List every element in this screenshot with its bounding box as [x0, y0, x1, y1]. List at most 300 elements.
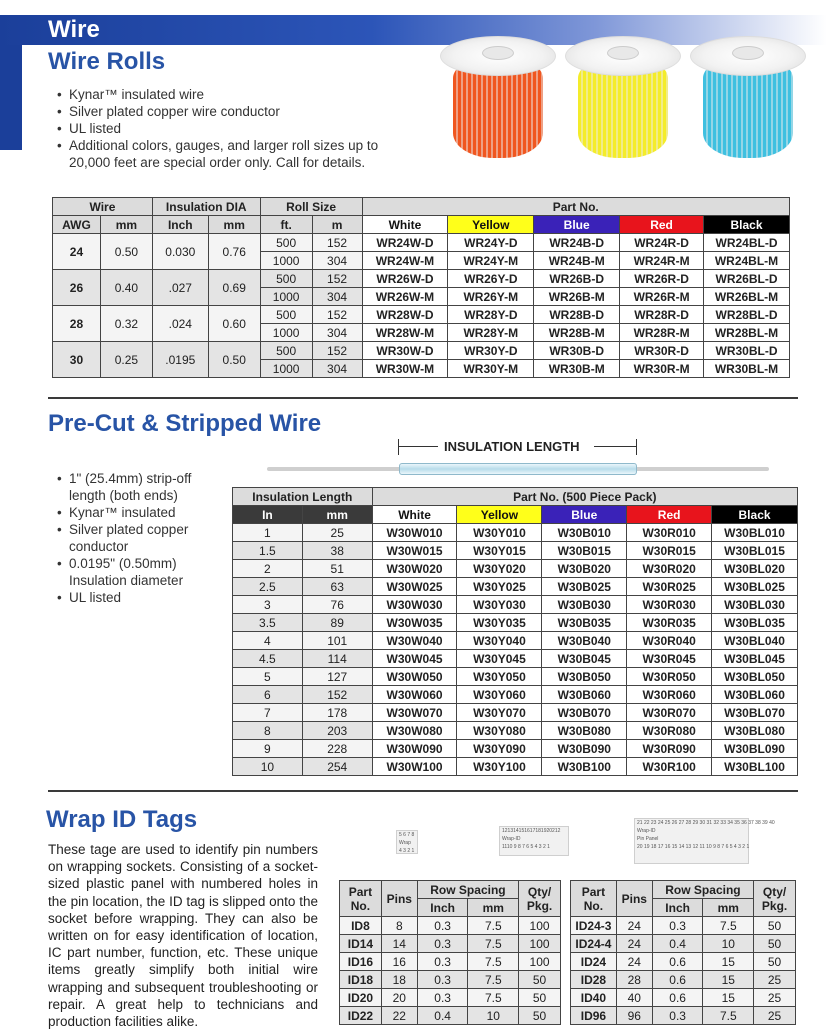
length-in-cell: 8: [233, 722, 303, 740]
part-number-cell: W30B020: [542, 560, 627, 578]
pins-cell: 96: [616, 1007, 652, 1025]
col-mm: mm: [468, 899, 519, 917]
part-number-cell: W30BL100: [712, 758, 798, 776]
part-number-cell: WR24Y-D: [448, 234, 534, 252]
col-inch: Inch: [152, 216, 208, 234]
section-title-wire-rolls: Wire Rolls: [48, 48, 166, 75]
ft-cell: 1000: [260, 288, 312, 306]
part-number-cell: WR30W-M: [362, 360, 448, 378]
part-number-cell: W30W020: [372, 560, 457, 578]
part-number-cell: W30W025: [372, 578, 457, 596]
part-number-cell: WR30R-D: [620, 342, 704, 360]
wrap-id-tag-medium-image: [499, 826, 569, 856]
bullet-item: • 1" (25.4mm) strip-off length (both ends): [55, 470, 225, 504]
length-in-cell: 4: [233, 632, 303, 650]
length-mm-cell: 38: [302, 542, 372, 560]
length-in-cell: 10: [233, 758, 303, 776]
bullet-item: • Kynar™ insulated wire: [55, 86, 400, 103]
part-number-cell: ID16: [340, 953, 382, 971]
part-number-cell: W30R060: [627, 686, 712, 704]
part-number-cell: W30W015: [372, 542, 457, 560]
length-in-cell: 6: [233, 686, 303, 704]
part-number-cell: W30R015: [627, 542, 712, 560]
mm-cell: 7.5: [468, 971, 519, 989]
part-number-cell: ID96: [571, 1007, 617, 1025]
mm-cell: 0.25: [100, 342, 152, 378]
length-in-cell: 2: [233, 560, 303, 578]
part-number-cell: W30Y030: [457, 596, 542, 614]
part-number-cell: W30Y035: [457, 614, 542, 632]
mm-cell: 7.5: [703, 1007, 754, 1025]
part-number-cell: W30BL040: [712, 632, 798, 650]
wrap-id-tag-large-image: [634, 818, 775, 864]
part-number-cell: ID28: [571, 971, 617, 989]
table-row: [571, 953, 796, 971]
part-number-cell: W30BL035: [712, 614, 798, 632]
table-row: [340, 1007, 561, 1025]
part-number-cell: WR26B-D: [534, 270, 620, 288]
wrap-id-tag-small-image: [396, 830, 418, 854]
length-in-cell: 3.5: [233, 614, 303, 632]
length-mm-cell: 76: [302, 596, 372, 614]
ft-cell: 500: [260, 234, 312, 252]
part-number-cell: W30B015: [542, 542, 627, 560]
part-number-cell: WR24R-M: [620, 252, 704, 270]
table-row: [233, 596, 798, 614]
table-row: [233, 542, 798, 560]
col-yellow: Yellow: [457, 506, 542, 524]
m-cell: 152: [312, 342, 362, 360]
mm-cell: 0.50: [100, 234, 152, 270]
part-number-cell: W30W100: [372, 758, 457, 776]
part-number-cell: W30W040: [372, 632, 457, 650]
qty-cell: 50: [754, 953, 796, 971]
part-number-cell: W30BL025: [712, 578, 798, 596]
part-number-cell: W30R100: [627, 758, 712, 776]
part-number-cell: WR26BL-D: [704, 270, 790, 288]
col-pins: Pins: [616, 881, 652, 917]
col-ft: ft.: [260, 216, 312, 234]
table-row: [53, 270, 790, 288]
part-number-cell: ID20: [340, 989, 382, 1007]
m-cell: 152: [312, 306, 362, 324]
pins-cell: 24: [616, 953, 652, 971]
part-number-cell: WR26B-M: [534, 288, 620, 306]
m-cell: 304: [312, 288, 362, 306]
part-number-cell: W30R090: [627, 740, 712, 758]
part-number-cell: WR30Y-M: [448, 360, 534, 378]
pins-cell: 14: [381, 935, 417, 953]
inch-cell: 0.3: [417, 953, 468, 971]
length-mm-cell: 25: [302, 524, 372, 542]
table-row: [233, 614, 798, 632]
col-blue: Blue: [542, 506, 627, 524]
table-row: [340, 989, 561, 1007]
part-number-cell: ID40: [571, 989, 617, 1007]
table-row: [571, 917, 796, 935]
length-in-cell: 7: [233, 704, 303, 722]
part-number-cell: W30W030: [372, 596, 457, 614]
part-number-cell: W30B035: [542, 614, 627, 632]
wire-spools-photo: [440, 36, 810, 171]
part-number-cell: W30Y040: [457, 632, 542, 650]
col-group-part-no-pack: Part No. (500 Piece Pack): [372, 488, 797, 506]
insulation-length-text: INSULATION LENGTH: [444, 439, 580, 454]
part-number-cell: WR24BL-M: [704, 252, 790, 270]
pins-cell: 16: [381, 953, 417, 971]
part-number-cell: W30B045: [542, 650, 627, 668]
part-number-cell: WR26W-D: [362, 270, 448, 288]
part-number-cell: WR26R-D: [620, 270, 704, 288]
table-row: [340, 917, 561, 935]
col-ins-mm: mm: [208, 216, 260, 234]
part-number-cell: W30W050: [372, 668, 457, 686]
tag-image-text: 4 3 2 1: [399, 848, 415, 854]
part-number-cell: WR28W-D: [362, 306, 448, 324]
part-number-cell: W30W010: [372, 524, 457, 542]
qty-cell: 25: [754, 1007, 796, 1025]
part-number-cell: WR30Y-D: [448, 342, 534, 360]
length-in-cell: 3: [233, 596, 303, 614]
table-row: [233, 524, 798, 542]
part-number-cell: WR28B-M: [534, 324, 620, 342]
wrap-id-description: These tage are used to identify pin numbers on wrapping sockets. Consisting of a socket-sized plastic panel with numbered holes in the pin location, the ID tag is slipped onto the socket before wrapping. They can also be written on for easy identification of location, IC part number, function, etc. These unique items greatly simplify both initial wire wrapping and subsequent troubleshooting or repair. A great help to technicians and production facilities alike.: [48, 842, 318, 1030]
inch-cell: 0.4: [417, 1007, 468, 1025]
part-number-cell: WR30B-D: [534, 342, 620, 360]
table-row: [233, 686, 798, 704]
part-number-cell: W30B040: [542, 632, 627, 650]
awg-cell: 30: [53, 342, 101, 378]
length-mm-cell: 152: [302, 686, 372, 704]
col-group-wire: Wire: [53, 198, 153, 216]
m-cell: 304: [312, 252, 362, 270]
part-number-cell: W30W090: [372, 740, 457, 758]
part-number-cell: W30Y080: [457, 722, 542, 740]
part-number-cell: WR28B-D: [534, 306, 620, 324]
col-white: White: [372, 506, 457, 524]
length-mm-cell: 254: [302, 758, 372, 776]
part-number-cell: WR24Y-M: [448, 252, 534, 270]
part-number-cell: ID18: [340, 971, 382, 989]
part-number-cell: W30Y060: [457, 686, 542, 704]
ins-mm-cell: 0.76: [208, 234, 260, 270]
col-black: Black: [704, 216, 790, 234]
part-number-cell: WR26R-M: [620, 288, 704, 306]
insulation-length-label: [398, 437, 638, 459]
tag-image-text: Wrap: [399, 840, 411, 846]
length-mm-cell: 228: [302, 740, 372, 758]
part-number-cell: WR28Y-M: [448, 324, 534, 342]
inch-cell: 0.3: [417, 971, 468, 989]
inch-cell: 0.6: [652, 971, 703, 989]
part-number-cell: WR28BL-D: [704, 306, 790, 324]
col-qty: Qty/ Pkg.: [754, 881, 796, 917]
awg-cell: 28: [53, 306, 101, 342]
mm-cell: 7.5: [468, 953, 519, 971]
tag-image-text: Wrap-ID: [502, 836, 521, 842]
part-number-cell: W30R040: [627, 632, 712, 650]
part-number-cell: W30B100: [542, 758, 627, 776]
table-row: [53, 234, 790, 252]
part-number-cell: W30Y045: [457, 650, 542, 668]
inch-cell: 0.3: [417, 917, 468, 935]
mm-cell: 15: [703, 989, 754, 1007]
part-number-cell: WR24BL-D: [704, 234, 790, 252]
table-row: [571, 989, 796, 1007]
pins-cell: 20: [381, 989, 417, 1007]
mm-cell: 0.40: [100, 270, 152, 306]
table-row: [340, 953, 561, 971]
inch-cell: 0.3: [417, 989, 468, 1007]
tag-image-text: Wrap-ID: [637, 828, 656, 834]
length-in-cell: 5: [233, 668, 303, 686]
qty-cell: 100: [519, 917, 561, 935]
length-mm-cell: 127: [302, 668, 372, 686]
part-number-cell: W30Y010: [457, 524, 542, 542]
table-row: [233, 632, 798, 650]
qty-cell: 100: [519, 953, 561, 971]
part-number-cell: W30B025: [542, 578, 627, 596]
col-m: m: [312, 216, 362, 234]
m-cell: 304: [312, 360, 362, 378]
m-cell: 152: [312, 270, 362, 288]
bullet-item: • UL listed: [55, 120, 400, 137]
part-number-cell: ID8: [340, 917, 382, 935]
col-red: Red: [627, 506, 712, 524]
col-white: White: [362, 216, 448, 234]
orange-spool-image: [440, 36, 556, 171]
yellow-spool-image: [565, 36, 681, 171]
part-number-cell: W30R035: [627, 614, 712, 632]
part-number-cell: W30R050: [627, 668, 712, 686]
qty-cell: 50: [519, 971, 561, 989]
table-row: [340, 935, 561, 953]
wrap-id-table-right: [570, 880, 796, 1025]
inch-cell: 0.4: [652, 935, 703, 953]
qty-cell: 25: [754, 989, 796, 1007]
pins-cell: 24: [616, 917, 652, 935]
bullet-item: • Kynar™ insulated: [55, 504, 225, 521]
ins-mm-cell: 0.60: [208, 306, 260, 342]
length-mm-cell: 63: [302, 578, 372, 596]
table-row: [233, 560, 798, 578]
table-row: [340, 971, 561, 989]
part-number-cell: ID24: [571, 953, 617, 971]
part-number-cell: W30BL070: [712, 704, 798, 722]
pins-cell: 22: [381, 1007, 417, 1025]
tag-image-text: 20 19 18 17 16 15 14 13 12 11 10 9 8 7 6 5 4 3 2 1: [637, 844, 750, 850]
inch-cell: 0.3: [652, 1007, 703, 1025]
col-inch: Inch: [652, 899, 703, 917]
part-number-cell: W30R070: [627, 704, 712, 722]
qty-cell: 50: [519, 1007, 561, 1025]
mm-cell: 15: [703, 971, 754, 989]
part-number-cell: W30W060: [372, 686, 457, 704]
part-number-cell: WR24W-D: [362, 234, 448, 252]
mm-cell: 0.32: [100, 306, 152, 342]
m-cell: 152: [312, 234, 362, 252]
col-mm: mm: [703, 899, 754, 917]
qty-cell: 25: [754, 971, 796, 989]
length-in-cell: 4.5: [233, 650, 303, 668]
wrap-id-table-left: [339, 880, 561, 1025]
length-mm-cell: 51: [302, 560, 372, 578]
table-row: [233, 668, 798, 686]
inch-cell: 0.030: [152, 234, 208, 270]
pins-cell: 24: [616, 935, 652, 953]
part-number-cell: ID14: [340, 935, 382, 953]
section-divider: [48, 790, 798, 792]
part-number-cell: W30W035: [372, 614, 457, 632]
length-in-cell: 1: [233, 524, 303, 542]
part-number-cell: W30Y015: [457, 542, 542, 560]
col-in: In: [233, 506, 303, 524]
col-inch: Inch: [417, 899, 468, 917]
col-group-roll-size: Roll Size: [260, 198, 362, 216]
length-in-cell: 9: [233, 740, 303, 758]
part-number-cell: W30B080: [542, 722, 627, 740]
part-number-cell: WR30BL-M: [704, 360, 790, 378]
col-yellow: Yellow: [448, 216, 534, 234]
mm-cell: 7.5: [468, 935, 519, 953]
bullet-item: • UL listed: [55, 589, 225, 606]
part-number-cell: W30R030: [627, 596, 712, 614]
table-row: [571, 971, 796, 989]
section-title-wrap-id: Wrap ID Tags: [46, 806, 198, 833]
part-number-cell: WR26W-M: [362, 288, 448, 306]
inch-cell: .027: [152, 270, 208, 306]
table-row: [233, 704, 798, 722]
table-row: [233, 650, 798, 668]
part-number-cell: W30R080: [627, 722, 712, 740]
pins-cell: 40: [616, 989, 652, 1007]
part-number-cell: WR26BL-M: [704, 288, 790, 306]
part-number-cell: WR30R-M: [620, 360, 704, 378]
qty-cell: 50: [519, 989, 561, 1007]
part-number-cell: WR26Y-M: [448, 288, 534, 306]
part-number-cell: WR28Y-D: [448, 306, 534, 324]
length-mm-cell: 203: [302, 722, 372, 740]
part-number-cell: W30BL020: [712, 560, 798, 578]
awg-cell: 26: [53, 270, 101, 306]
part-number-cell: W30BL045: [712, 650, 798, 668]
section-title-precut: Pre-Cut & Stripped Wire: [48, 410, 322, 437]
part-number-cell: W30Y090: [457, 740, 542, 758]
part-number-cell: W30R010: [627, 524, 712, 542]
table-row: [233, 722, 798, 740]
awg-cell: 24: [53, 234, 101, 270]
col-part-no: Part No.: [340, 881, 382, 917]
part-number-cell: WR24R-D: [620, 234, 704, 252]
bullet-item: • Silver plated copper conductor: [55, 521, 225, 555]
part-number-cell: W30Y100: [457, 758, 542, 776]
col-black: Black: [712, 506, 798, 524]
table-row: [53, 306, 790, 324]
m-cell: 304: [312, 324, 362, 342]
ft-cell: 1000: [260, 252, 312, 270]
ins-mm-cell: 0.69: [208, 270, 260, 306]
pins-cell: 8: [381, 917, 417, 935]
part-number-cell: W30BL080: [712, 722, 798, 740]
part-number-cell: W30BL010: [712, 524, 798, 542]
part-number-cell: WR28R-D: [620, 306, 704, 324]
part-number-cell: W30B060: [542, 686, 627, 704]
part-number-cell: W30BL090: [712, 740, 798, 758]
inch-cell: 0.6: [652, 953, 703, 971]
pins-cell: 18: [381, 971, 417, 989]
section-divider: [48, 397, 798, 399]
tag-image-text: Pin Panel: [637, 836, 659, 842]
inch-cell: 0.3: [652, 917, 703, 935]
part-number-cell: ID22: [340, 1007, 382, 1025]
part-number-cell: W30B030: [542, 596, 627, 614]
col-blue: Blue: [534, 216, 620, 234]
part-number-cell: W30R025: [627, 578, 712, 596]
part-number-cell: ID24-3: [571, 917, 617, 935]
bullet-item: • Additional colors, gauges, and larger roll sizes up to 20,000 feet are special order only. Call for details.: [55, 137, 400, 171]
part-number-cell: WR28R-M: [620, 324, 704, 342]
col-red: Red: [620, 216, 704, 234]
part-number-cell: W30Y025: [457, 578, 542, 596]
part-number-cell: W30B070: [542, 704, 627, 722]
inch-cell: .0195: [152, 342, 208, 378]
col-qty: Qty/ Pkg.: [519, 881, 561, 917]
ft-cell: 500: [260, 270, 312, 288]
part-number-cell: W30Y070: [457, 704, 542, 722]
ft-cell: 1000: [260, 360, 312, 378]
table-row: [53, 342, 790, 360]
table-row: [233, 740, 798, 758]
mm-cell: 10: [703, 935, 754, 953]
part-number-cell: WR28BL-M: [704, 324, 790, 342]
col-group-insulation-length: Insulation Length: [233, 488, 373, 506]
qty-cell: 100: [519, 935, 561, 953]
part-number-cell: WR24B-D: [534, 234, 620, 252]
stripped-wire-illustration: [267, 462, 769, 476]
tag-image-text: 121314151617181920212: [502, 828, 561, 834]
part-number-cell: WR24W-M: [362, 252, 448, 270]
part-number-cell: W30BL015: [712, 542, 798, 560]
pins-cell: 28: [616, 971, 652, 989]
inch-cell: .024: [152, 306, 208, 342]
col-row-spacing: Row Spacing: [417, 881, 518, 899]
mm-cell: 7.5: [703, 917, 754, 935]
wire-rolls-table: [52, 197, 790, 378]
qty-cell: 50: [754, 917, 796, 935]
tag-image-text: 1110 9 8 7 6 5 4 3 2 1: [502, 844, 550, 850]
inch-cell: 0.6: [652, 989, 703, 1007]
bullet-item: • Silver plated copper wire conductor: [55, 103, 400, 120]
ft-cell: 500: [260, 342, 312, 360]
part-number-cell: W30W045: [372, 650, 457, 668]
mm-cell: 7.5: [468, 917, 519, 935]
tag-image-text: 21 22 23 24 25 26 27 28 29 30 31 32 33 34 35 36 37 38 39 40: [637, 820, 775, 826]
ft-cell: 500: [260, 306, 312, 324]
mm-cell: 7.5: [468, 989, 519, 1007]
table-row: [571, 1007, 796, 1025]
table-row: [571, 935, 796, 953]
wire-rolls-bullets: [55, 86, 400, 171]
col-mm: mm: [302, 506, 372, 524]
col-row-spacing: Row Spacing: [652, 881, 753, 899]
part-number-cell: W30BL060: [712, 686, 798, 704]
col-group-insulation: Insulation DIA: [152, 198, 260, 216]
ins-mm-cell: 0.50: [208, 342, 260, 378]
mm-cell: 10: [468, 1007, 519, 1025]
part-number-cell: WR28W-M: [362, 324, 448, 342]
part-number-cell: WR30B-M: [534, 360, 620, 378]
part-number-cell: WR24B-M: [534, 252, 620, 270]
